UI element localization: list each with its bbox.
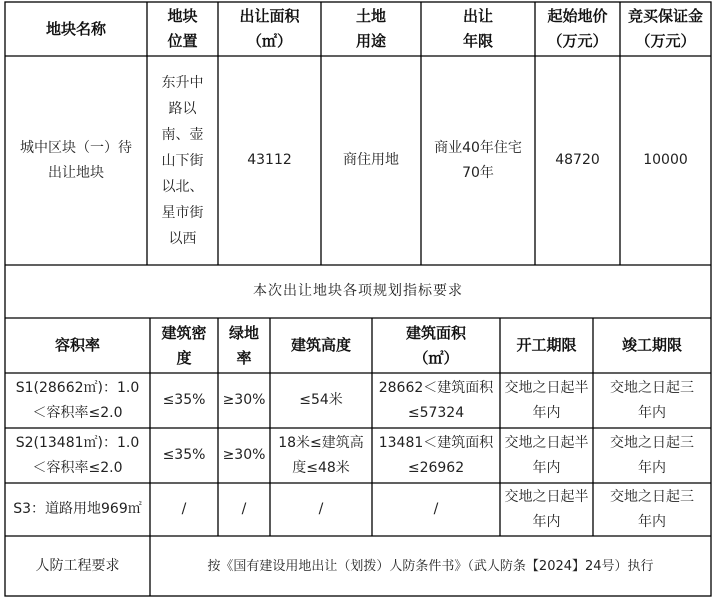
row3-density: / [181,501,187,517]
header-floor-area: 建筑面积（㎡） [405,323,466,367]
cell-location: 东升中路以南、壶山下街以北、星市街以西 [161,74,204,247]
cell-land-use: 商住用地 [343,152,399,168]
row3-green: / [241,501,247,517]
cell-deposit: 10000 [643,152,688,168]
row2-floor-area: 13481＜建筑面积≤26962 [378,434,494,476]
header-height: 建筑高度 [290,336,351,354]
row2-start: 交地之日起半年内 [504,434,589,476]
section-title: 本次出让地块各项规划指标要求 [253,283,463,299]
row1-finish: 交地之日起三年内 [610,379,694,421]
row3-height: / [318,501,324,517]
row3-finish: 交地之日起三年内 [610,488,694,530]
header-start-price: 起始地价（万元） [547,7,608,50]
header-deposit: 竞买保证金（万元） [627,7,703,50]
civil-defense-label: 人防工程要求 [35,557,120,574]
row3-far: S3：道路用地969㎡ [13,501,142,517]
header-area: 出让面积（㎡） [239,7,300,50]
header-location: 地块位置 [167,7,198,50]
cell-term: 商业40年住宅70年 [434,139,522,181]
row2-far: S2(13481㎡)：1.0＜容积率≤2.0 [15,434,140,476]
row2-finish: 交地之日起三年内 [610,434,694,476]
header-parcel-name: 地块名称 [45,19,106,38]
row1-density: ≤35% [162,392,206,408]
header-green: 绿地率 [228,323,259,367]
row2-density: ≤35% [162,447,206,463]
row1-start: 交地之日起半年内 [504,379,589,421]
header-start: 开工期限 [516,336,577,354]
cell-parcel-name: 城中区块（一）待出让地块 [20,139,132,181]
row3-start: 交地之日起半年内 [504,488,589,530]
row1-floor-area: 28662＜建筑面积≤57324 [378,379,494,421]
header-far: 容积率 [54,336,100,354]
cell-start-price: 48720 [555,152,600,168]
civil-defense-text: 按《国有建设用地出让（划拨）人防条件书》（武人防条【2024】24号）执行 [207,558,654,574]
row1-green: ≥30% [222,392,266,408]
row1-height: ≤54米 [299,392,343,408]
row3-floor-area: / [433,501,439,517]
row2-height: 18米≤建筑高度≤48米 [278,434,364,476]
header-density: 建筑密度 [161,323,207,367]
row2-green: ≥30% [222,447,266,463]
header-finish: 竣工期限 [621,336,682,354]
row1-far: S1(28662㎡)：1.0＜容积率≤2.0 [15,379,140,421]
cell-area: 43112 [247,152,292,168]
header-term: 出让年限 [462,7,493,50]
header-land-use: 土地用途 [355,7,386,50]
